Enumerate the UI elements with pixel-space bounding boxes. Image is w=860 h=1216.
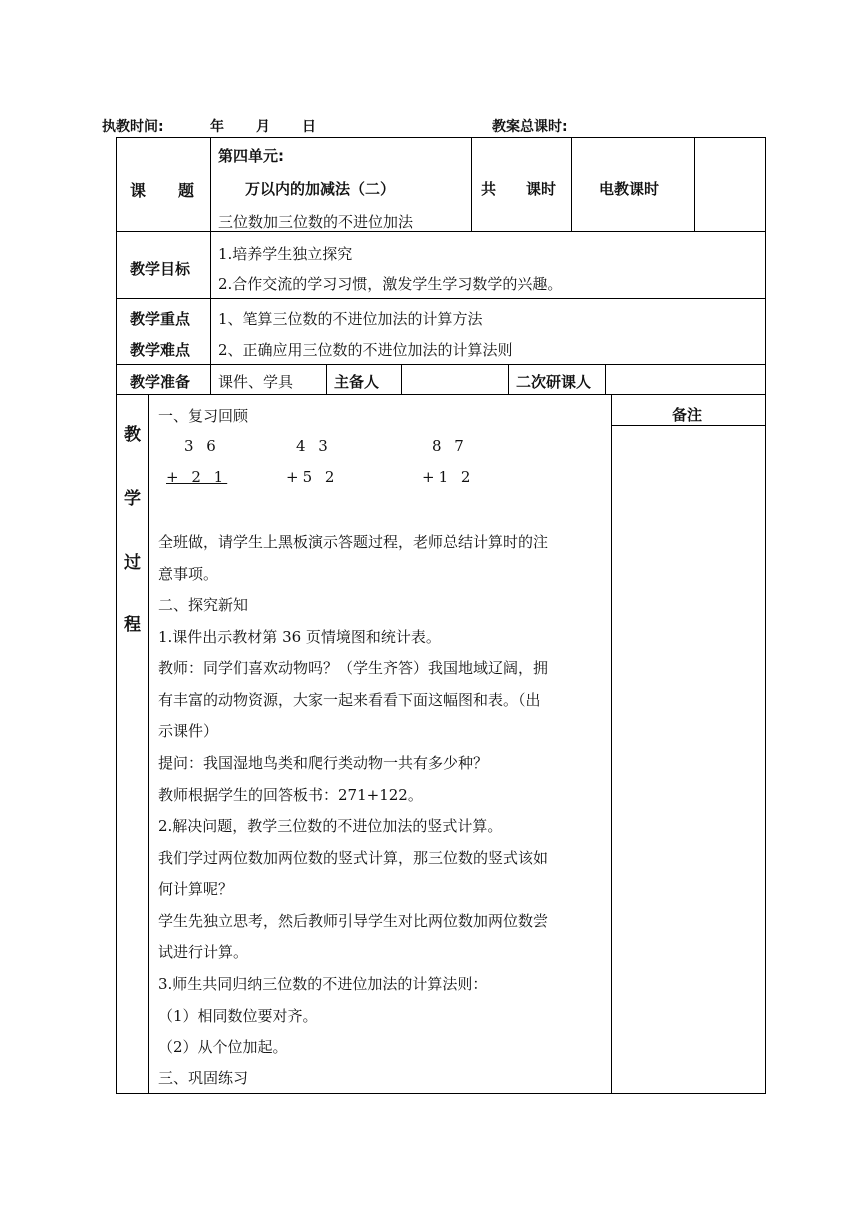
key-point-item: 1、笔算三位数的不进位加法的计算方法 [218, 310, 483, 328]
problem-bottom: + 2 1 [166, 468, 228, 486]
rule [116, 394, 766, 395]
review-title: 一、复习回顾 [158, 407, 249, 425]
process-line: 提问：我国湿地鸟类和爬行类动物一共有多少种？ [158, 754, 489, 772]
process-line: 示课件） [158, 722, 219, 740]
rule [765, 137, 766, 1094]
process-line: 教师：同学们喜欢动物吗？（学生齐答）我国地域辽阔，拥 [158, 659, 549, 677]
media-lessons-cell: 电教课时 [599, 180, 660, 198]
topic-label: 课 题 [130, 181, 195, 200]
problem-bottom: +5 2 [286, 468, 339, 486]
process-line: （1）相同数位要对齐。 [158, 1007, 318, 1025]
rule [116, 364, 766, 365]
goal-item: 1.培养学生独立探究 [218, 245, 353, 263]
process-line: 2.解决问题，教学三位数的不进位加法的竖式计算。 [158, 817, 503, 835]
unit-heading: 第四单元: [218, 147, 284, 165]
rule [116, 137, 766, 138]
process-line: 意事项。 [158, 565, 219, 583]
teach-time-label: 执教时间: [102, 119, 164, 135]
process-line: 三、巩固练习 [158, 1069, 249, 1087]
rule [116, 137, 117, 1094]
process-line: 1.课件出示教材第 36 页情境图和统计表。 [158, 628, 441, 646]
rule [694, 137, 695, 232]
difficult-points-label: 教学难点 [130, 341, 191, 359]
rule [571, 137, 572, 232]
lesson-subtitle: 三位数加三位数的不进位加法 [218, 213, 414, 231]
rule [471, 137, 472, 232]
rule [116, 1093, 766, 1094]
prep-value: 课件、学具 [218, 373, 294, 391]
process-line: （2）从个位加起。 [158, 1038, 288, 1056]
rule [401, 364, 402, 395]
second-review-label: 二次研课人 [516, 373, 592, 391]
key-points-label: 教学重点 [130, 310, 191, 328]
rule [210, 137, 211, 395]
process-line: 二、探究新知 [158, 596, 249, 614]
process-side-char: 程 [124, 615, 141, 635]
problem-bottom: +1 2 [422, 468, 475, 486]
process-side-char: 教 [124, 425, 141, 445]
year-label: 年 [210, 119, 224, 135]
rule [148, 394, 149, 1094]
process-line: 何计算呢？ [158, 880, 234, 898]
rule [605, 364, 606, 395]
process-line: 有丰富的动物资源，大家一起来看看下面这幅图和表。（出 [158, 691, 541, 709]
process-line: 全班做，请学生上黑板演示答题过程，老师总结计算时的注 [158, 533, 549, 551]
total-lessons-cell: 共 课时 [481, 180, 557, 198]
rule [611, 425, 766, 426]
process-line: 试进行计算。 [158, 943, 249, 961]
month-label: 月 [256, 119, 270, 135]
day-label: 日 [302, 119, 316, 135]
problem-top: 8 7 [432, 437, 468, 455]
rule [116, 231, 766, 232]
process-side-char: 学 [124, 489, 141, 509]
rule [611, 394, 612, 1094]
process-side-char: 过 [124, 553, 141, 573]
prep-label: 教学准备 [130, 373, 191, 391]
process-line: 我们学过两位数加两位数的竖式计算，那三位数的竖式该如 [158, 849, 549, 867]
problem-top: 3 6 [184, 437, 220, 455]
difficult-point-item: 2、正确应用三位数的不进位加法的计算法则 [218, 341, 513, 359]
process-line: 教师根据学生的回答板书：271+122。 [158, 786, 423, 804]
total-lessons-label: 教案总课时: [492, 119, 568, 135]
preparer-label: 主备人 [334, 373, 380, 391]
process-line: 3.师生共同归纳三位数的不进位加法的计算法则： [158, 975, 488, 993]
notes-label: 备注 [672, 406, 703, 424]
lesson-title: 万以内的加减法（二） [245, 180, 396, 198]
rule [326, 364, 327, 395]
problem-top: 4 3 [296, 437, 332, 455]
rule [508, 364, 509, 395]
process-line: 学生先独立思考，然后教师引导学生对比两位数加两位数尝 [158, 912, 549, 930]
goals-label: 教学目标 [130, 260, 191, 278]
goal-item: 2.合作交流的学习习惯，激发学生学习数学的兴趣。 [218, 275, 563, 293]
rule [116, 298, 766, 299]
